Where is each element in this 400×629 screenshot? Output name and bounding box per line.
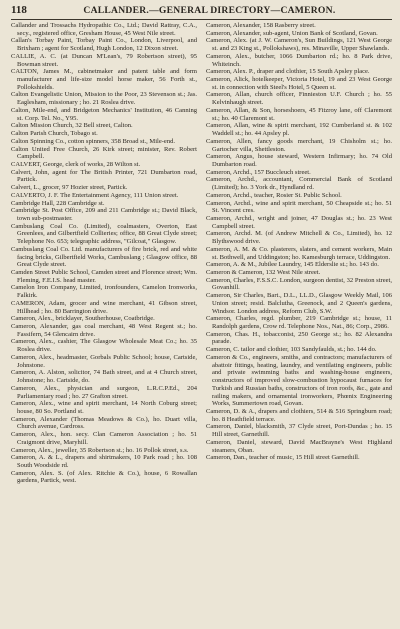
directory-entry: Cameron, Alexander, gas coal merchant, 48 West Regent st.; ho. Fassifern, 54 Glencairn drive. xyxy=(11,323,197,338)
directory-entry: Cameron, Alex., cashier, The Glasgow Wholesale Meat Co.; ho. 35 Roslea drive. xyxy=(11,338,197,354)
directory-entry: Cameron, Charles, regd. plumber, 219 Cambridge st.; house, 11 Randolph gardens, Crow rd. Telephone Nos., Nat., 86; Corp., 2986. xyxy=(206,315,392,331)
directory-entry: Cameron, Dan., teacher of music, 15 Hill street Garnethill. xyxy=(206,454,360,462)
directory-entry: Callander and Trossachs Hydropathic Co., Ltd.; David Rattray, C.A., secy., registered office, Gresham House, 45 West Nile street. xyxy=(11,22,197,37)
directory-entry: Cameron, A. M. & Co. plasterers, slaters, and cement workers, Main st. Bothwell, and Uddingston; ho. Kamesburgh terrace, Uddingston. xyxy=(206,245,392,261)
directory-entry: Calton Parish Church, Tobago st. xyxy=(11,130,98,138)
directory-entry: Cameron, Alex. S. (of Alex. Ritchie & Co.), house, 6 Rowallan gardens, Partick, west. xyxy=(11,469,197,485)
right-column xyxy=(206,22,392,485)
directory-entry: Cameron, Daniel, blacksmith, 37 Clyde street, Port-Dundas ; ho. 15 Hill street, Garnethill. xyxy=(206,423,392,439)
directory-entry: Cameron & Co., engineers, smiths, and contractors; manufacturers of abattoir fittings, heating, laundry, and ventilating engineers, public and private swimming baths and washing-house engineers, constructors of improved slow-combustion hypocaust furnaces for Turkish and Russian baths, constructors of iron roofs, &c., gate and railing makers, and ornamental ironworkers, Phœnix Engineering Works, Summertown road, Govan. xyxy=(206,353,392,408)
directory-entry: Calvert, John, agent for The British Printer, 721 Dumbarton road, Partick. xyxy=(11,168,197,184)
directory-entry: Cameron, Allen, fancy goods merchant, 19 Chisholm st.; ho. Gartocher villa, Shettleston. xyxy=(206,137,392,153)
directory-entry: CALVERT, George, clerk of works, 28 Wilton st. xyxy=(11,160,141,168)
directory-entry: Cameron, Alex., jeweller, 35 Robertson st.; ho. 16 Pollok street, s.s. xyxy=(11,446,189,454)
directory-entry: CAMERON, Adam, grocer and wine merchant, 41 Gibson street, Hillhead ; ho. 80 Barrington drive. xyxy=(11,299,197,315)
directory-entry: Calton, Mile-end, and Bridgeton Mechanics' Institution, 46 Canning st. Corp. Tel. No., Y95. xyxy=(11,106,197,122)
directory-entry: Cameron, Alex., butcher, 1066 Dumbarton rd.; ho. 8 Park drive, Whiteinch. xyxy=(206,52,392,68)
directory-entry: Cameron, Archd., wine and spirit merchant, 50 Cheapside st.; ho. 51 St. Vincent cres. xyxy=(206,199,392,215)
directory-entry: Cameron, Sir Charles, Bart., D.L., LL.D., Glasgow Weekly Mail, 106 Union street; resid. Balclutha, Greenock, and 2 Queen's gardens, Windsor. London address, Reform Club, S.W. xyxy=(206,292,392,315)
directory-entry: Cameron, Alex., physician and surgeon, L.R.C.P.Ed., 204 Parliamentary road ; ho. 27 Grafton street. xyxy=(11,384,197,400)
directory-entry: Calvert, L., grocer, 97 Hozier street, Partick. xyxy=(11,184,128,192)
directory-entry: Cameron, Alex., headmaster, Gorbals Public School; house, Cartside, Johnstone. xyxy=(11,353,197,369)
directory-entry: Cameron, A. & L., drapers and shirtmakers, 10 Park road ; ho. 108 South Woodside rd. xyxy=(11,454,197,469)
directory-entry: Cambridge St. Post Office, 209 and 211 Cambridge st.; David Black, town sub-postmaster. xyxy=(11,207,197,222)
directory-entry: Cameron, A. & M., Jubilee Laundry, 145 Elderslie st.; ho. 143 do. xyxy=(206,261,379,269)
header-rule xyxy=(11,19,392,20)
directory-entry: Cameron, C. tailor and clothier, 103 Sandyfaulds, st.; ho. 144 do. xyxy=(206,346,377,354)
directory-entry: Cameron, Allan, church officer, Finnieston U.F. Church ; ho. 55 Kelvinhaugh street. xyxy=(206,91,392,107)
directory-entry: Camelon Iron Company, Limited, ironfounders, Camelon Ironworks, Falkirk. xyxy=(11,284,197,300)
directory-entry: Calton Evangelistic Union, Mission to the Poor, 23 Stevenson st.; Jas. Eaglesham, missionary ; ho. 21 Roslea drive. xyxy=(11,91,197,107)
directory-entry: Cambridge Hall, 228 Cambridge st. xyxy=(11,199,105,207)
columns xyxy=(11,22,392,485)
directory-entry: Cameron, Alexander, 158 Rasberry street. xyxy=(206,22,316,29)
directory-entry: Cameron, A. Alston, solicitor, 74 Bath street, and at 4 Church street, Johnstone; ho. Cartside, do. xyxy=(11,369,197,385)
directory-entry: Cameron & Cameron, 132 West Nile street. xyxy=(206,269,321,276)
directory-entry: CALLIE, A. C. (at Duncan M'Lean's, 79 Robertson street), 95 Bowman street. xyxy=(11,52,197,68)
directory-entry: Cameron, Alex., bricklayer, Southerhouse, Coatbridge. xyxy=(11,315,155,323)
directory-entry: Cameron, Allan, & Son, horseshoers, 45 Fitzroy lane, off Claremont st.; ho. 40 Claremont st. xyxy=(206,106,392,122)
directory-entry: Cameron, Alex. P., draper and clothier, 15 South Apsley place. xyxy=(206,68,370,76)
directory-entry: Cameron, Archd., 157 Buccleuch street. xyxy=(206,168,311,176)
directory-entry: Calton Spinning Co., cotton spinners, 358 Broad st., Mile-end. xyxy=(11,137,176,145)
page-number: 118 xyxy=(11,4,27,16)
directory-entry: Cameron, Archd. M. (of Andrew Mitchell & Co., Limited), ho. 12 Blythswood drive. xyxy=(206,230,392,246)
running-header xyxy=(11,4,392,19)
directory-entry: CALTON, James M., cabinetmaker and patent table and form manufacturer and life-size model horse maker, 56 Forth st., Pollokshields. xyxy=(11,68,197,91)
directory-entry: Cambuslang Coal Co. (Limited), coalmasters, Overton, East Greenlees, and Gilbertfield Collieries; office, 88 Great Clyde street; Telephone No. 653; telegraphic address, "Gilcoat," Glasgow. xyxy=(11,222,197,246)
directory-entry: Cameron, Alexander, sub-agent, Union Bank of Scotland, Govan. xyxy=(206,29,378,37)
directory-entry: Calton United Free Church, 26 Kirk street; minister, Rev. Robert Campbell. xyxy=(11,145,197,161)
directory-entry: Cameron, Alick, hotelkeeper, Victoria Hotel, 19 and 23 West George st. in connection with Steel's Hotel, 5 Queen st. xyxy=(206,76,392,91)
directory-entry: Calton Mission Church, 32 Bell street, Calton. xyxy=(11,122,133,130)
directory-entry: Cameron, Alex., hon. secy. Clan Cameron Association ; ho. 51 Craigmont drive, Maryhill. xyxy=(11,431,197,446)
directory-entry: CALVERTO, J. F. The Entertainment Agency, 111 Union street. xyxy=(11,191,179,199)
directory-entry: Cameron, Chas. H., tobacconist, 250 George st.; ho. 82 Alexandra parade. xyxy=(206,330,392,346)
header-title: CALLANDER.—GENERAL DIRECTORY—CAMERON. xyxy=(83,5,336,16)
directory-entry: Cameron, Allan, wine & spirit merchant, 192 Cumberland st. & 102 Waddell st.; ho. 44 Apsley pl. xyxy=(206,122,392,138)
left-column xyxy=(11,22,197,485)
directory-entry: Cameron, Alex., wine and spirit merchant, 14 North Coburg street; house, 80 So. Portland st. xyxy=(11,400,197,415)
directory-entry: Cambuslang Coal Co. Ltd. manufacturers of fire brick, red and white facing bricks, Gilbertfield Works, Cambuslang ; Glasgow office, 88 Great Clyde street. xyxy=(11,245,197,269)
directory-entry: Cameron, Archd., wright and joiner, 47 Douglas st.; ho. 23 West Campbell street. xyxy=(206,214,392,230)
directory-entry: Cameron, Angus, house steward, Western Infirmary; ho. 74 Old Dumbarton road. xyxy=(206,153,392,168)
directory-entry: Cameron, Alexander (Thomas Meadows & Co.), ho. Duart villa, Church avenue, Cardross. xyxy=(11,415,197,431)
directory-entry: Cameron, Archd., accountant, Commercial Bank of Scotland (Limited); ho. 3 York dr., Hyndland rd. xyxy=(206,176,392,192)
directory-entry: Cameron, D. & A., drapers and clothiers, 514 & 516 Springburn road; ho. 8 Heathfield terrace. xyxy=(206,407,392,423)
directory-entry: Cameron, Charles, F.S.S.C. London, surgeon dentist, 32 Preston street, Govanhill. xyxy=(206,276,392,292)
directory-entry: Callan's Torbay Paint, Torbay Paint Co., London, Liverpool, and Brixham ; agent for Scotland, Hugh London, 12 Dixon street. xyxy=(11,37,197,53)
directory-entry: Cameron, Daniel, steward, David MacBrayne's West Highland steamers, Oban. xyxy=(206,438,392,454)
directory-entry: Cameron, Archd., teacher, Rosier St. Public School. xyxy=(206,191,342,199)
directory-entry: Camden Street Public School, Camden street and Florence street; Wm. Fleming, F.E.I.S. head master. xyxy=(11,269,197,284)
directory-entry: Cameron, Alex. (at J. W. Cameron's, Sun Buildings, 121 West George st. and 23 King st., Pollokshaws), res. Minaville, Upper Shawlands. xyxy=(206,37,392,53)
